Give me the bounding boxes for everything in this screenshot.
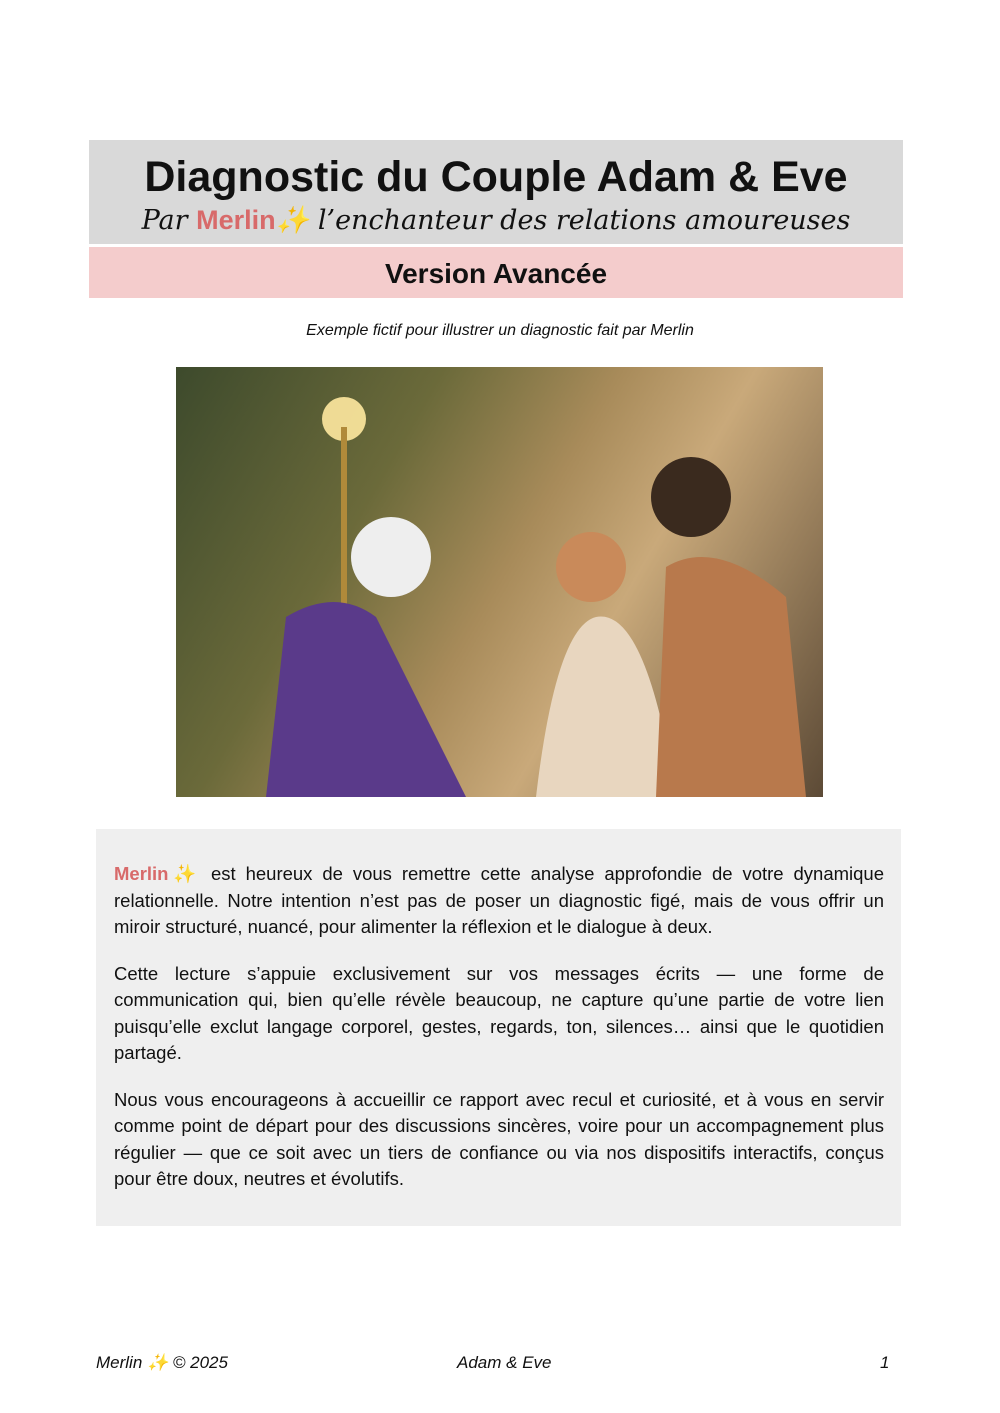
paragraph-text: est heureux de vous remettre cette analyse approfondie de votre dynamique relationnelle. Notre intention n’est pas de poser un diagnostic figé, mais de vous offrir un miroir structuré, nuancé, pour alimenter la réflexion et le dialogue à deux.	[114, 863, 884, 937]
illustration-merlin-couple	[176, 367, 823, 797]
page-number: 1	[880, 1353, 890, 1372]
by-label: Par	[141, 205, 188, 236]
caption: Exemple fictif pour illustrer un diagnostic fait par Merlin	[306, 322, 694, 339]
intro-paragraph-3: Nous vous encourageons à accueillir ce rapport avec recul et curiosité, et à vous en servir comme point de départ pour des discussions sincères, voire pour un accompagnement plus régulier — que ce soit avec un tiers de confiance ou via nos dispositifs interactifs, conçus pour être doux, neutres et évolutifs.	[114, 1088, 884, 1189]
intro-paragraph-2: Cette lecture s’appuie exclusivement sur vos messages écrits — une forme de communication qui, bien qu’elle révèle beaucoup, ne capture qu’une partie de votre lien puisqu’elle exclut langage corporel, gestes, regards, ton, silences… ainsi que le quotidien partagé.	[114, 962, 884, 1063]
title-banner	[89, 140, 903, 244]
intro-box	[96, 829, 901, 1226]
footer-center: Adam & Eve	[457, 1353, 552, 1372]
version-banner: Version Avancée	[89, 247, 903, 298]
page-title: Diagnostic du Couple Adam & Eve	[144, 153, 848, 201]
tagline: l’enchanteur des relations amoureuses	[317, 205, 851, 236]
footer-left: Merlin ✨ © 2025	[96, 1353, 228, 1372]
sparkle-icon: ✨	[275, 205, 310, 236]
brand-name: Merlin	[114, 863, 169, 884]
subtitle	[89, 204, 903, 236]
sparkle-icon: ✨	[168, 863, 202, 884]
intro-paragraph-1	[114, 861, 884, 941]
brand-name: Merlin	[196, 205, 276, 235]
